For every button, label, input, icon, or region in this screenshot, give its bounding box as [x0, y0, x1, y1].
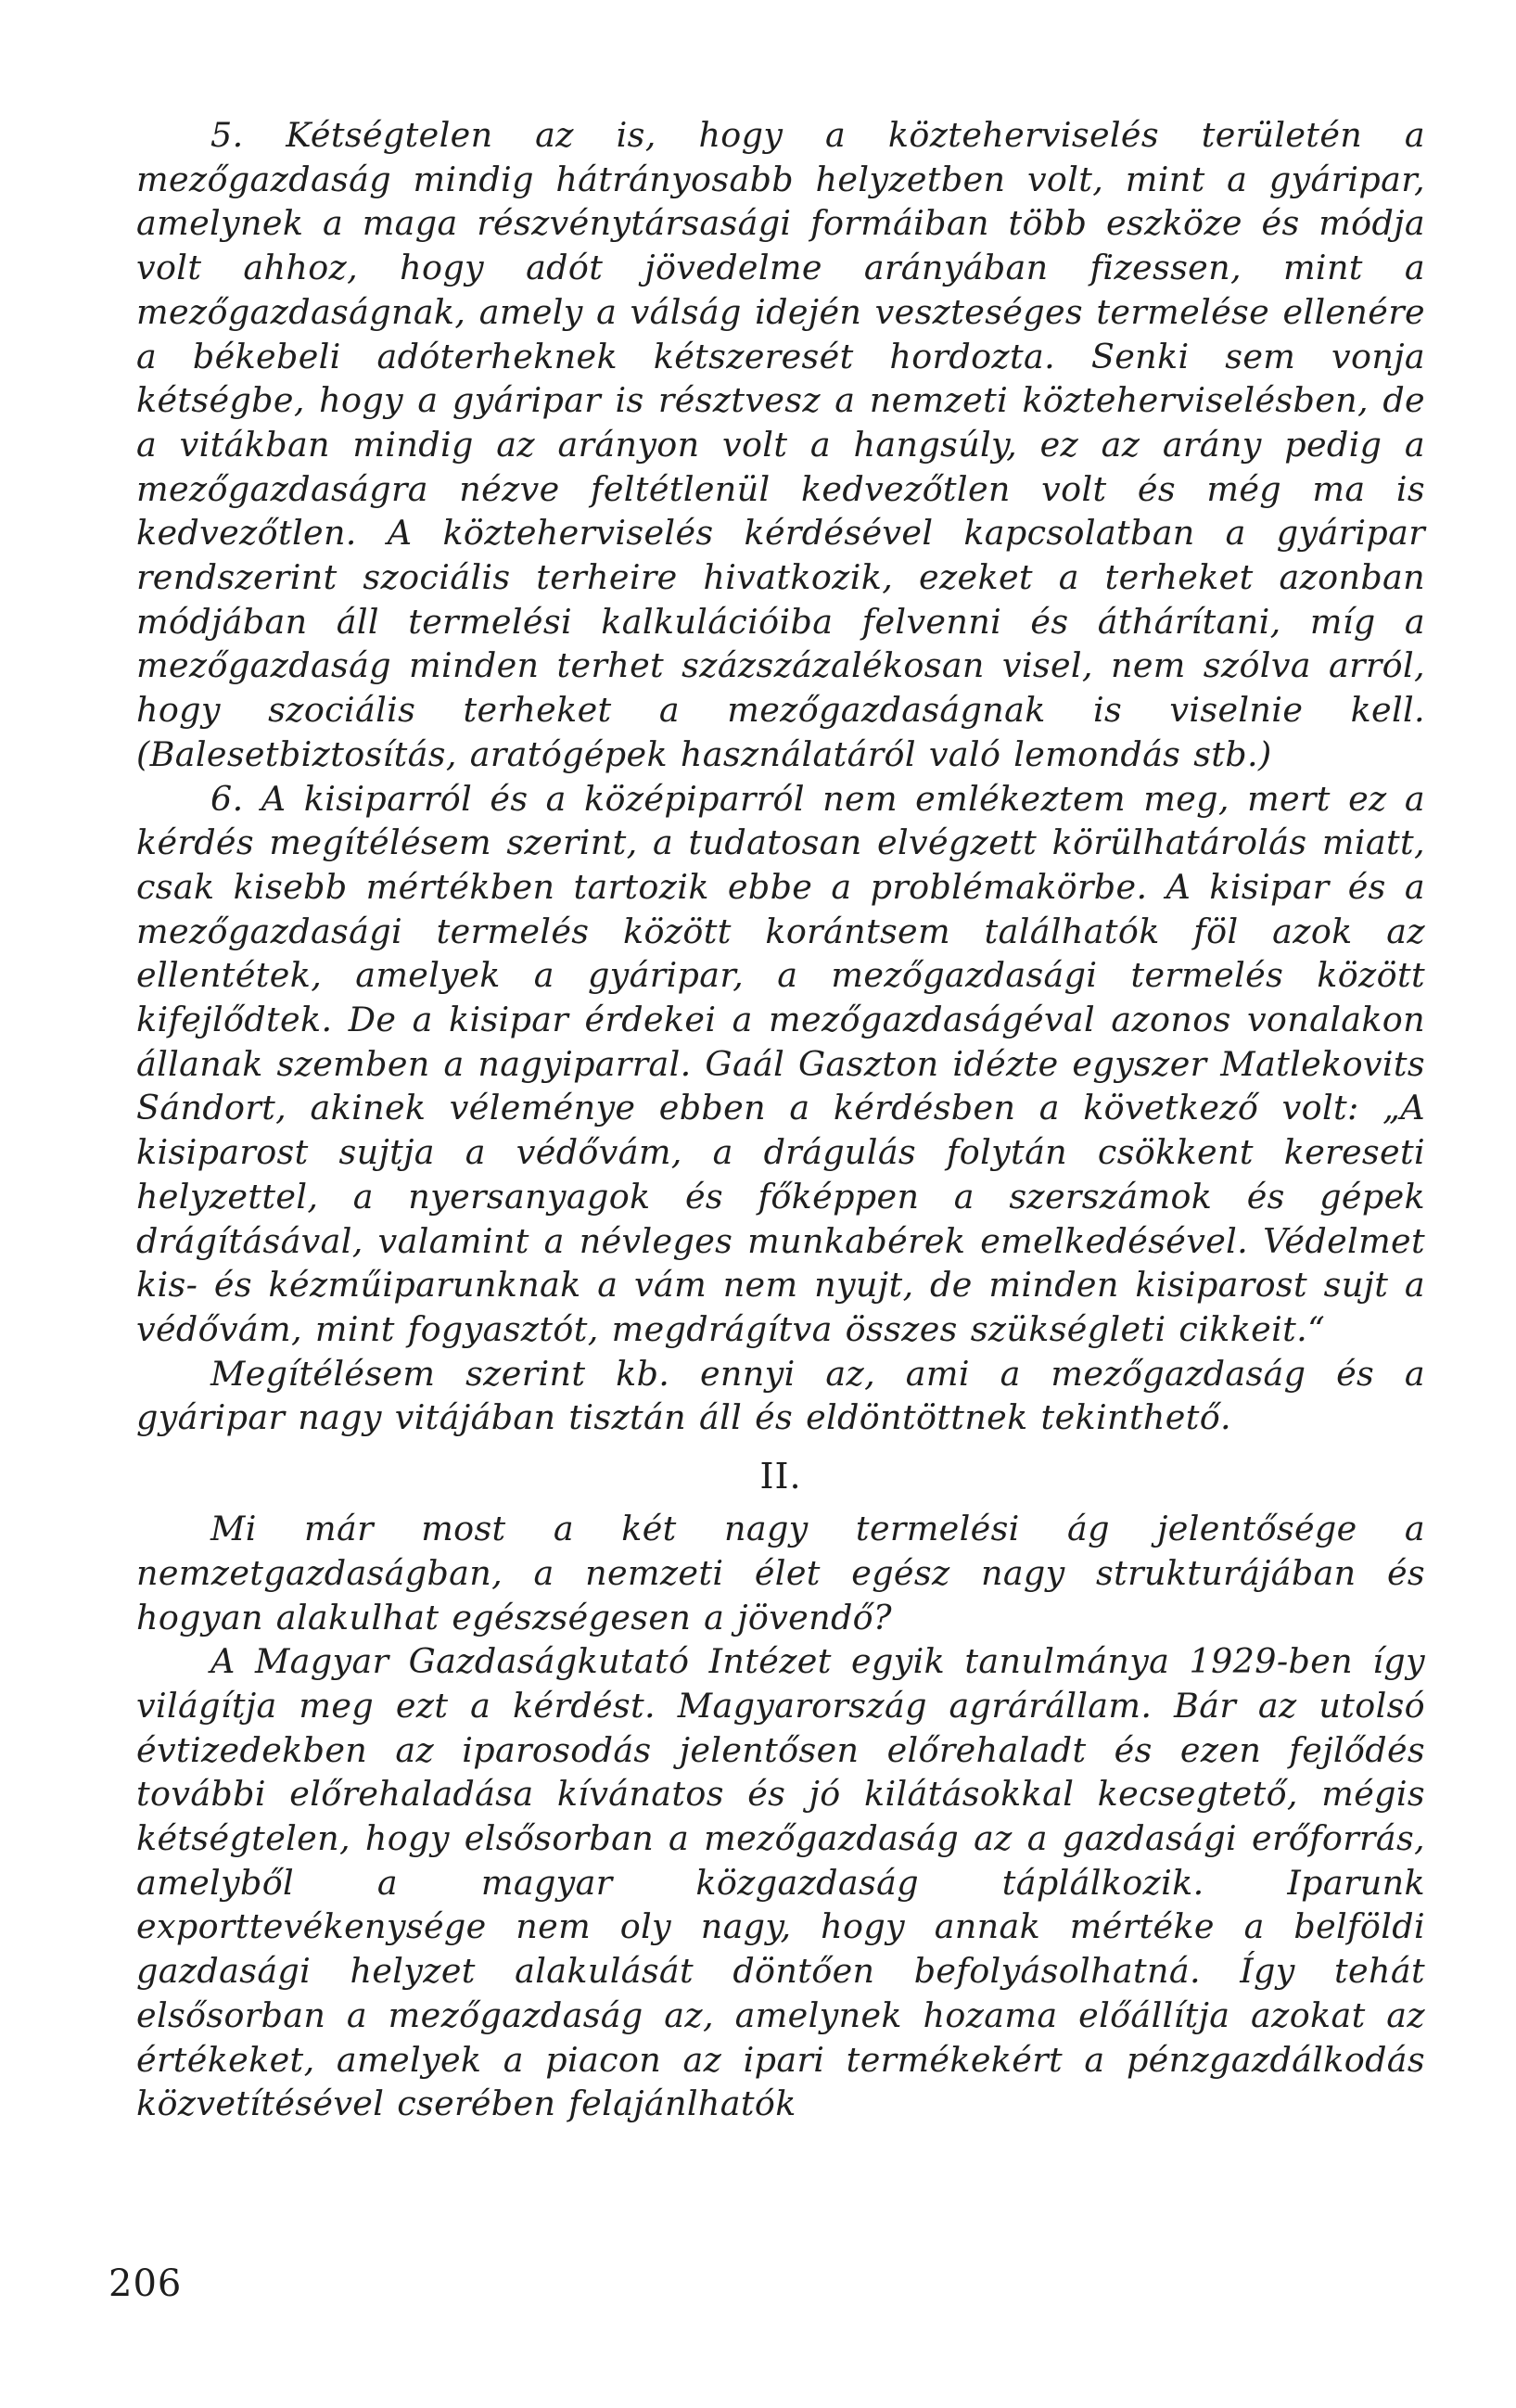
paragraph-conclusion: Megítélésem szerint kb. ennyi az, ami a mezőgazdaság és a gyáripar nagy vitájában tisztán áll és eldöntöttnek tekinthető.	[136, 1353, 1425, 1438]
page-text-block	[136, 113, 1425, 2126]
paragraph-5-tax-burden: 5. Kétségtelen az is, hogy a közteherviselés területén a mezőgazdaság mindig hátrányosabb helyzetben volt, mint a gyáripar, amelynek a maga részvénytársasági formáiban több eszköze és módja volt ahhoz, hogy adót jövedelme arányában fizessen, mint a mezőgazdaságnak, amely a válság idején veszteséges termelése ellenére a békebeli adóterheknek kétszeresét hordozta. Senki sem vonja kétségbe, hogy a gyáripar is résztvesz a nemzeti közteherviselésben, de a vitákban mindig az arányon volt a hangsúly, ez az arány pedig a mezőgazdaságra nézve feltétlenül kedvezőtlen volt és még ma is kedvezőtlen. A közteherviselés kérdésével kapcsolatban a gyáripar rendszerint szociális terheire hivatkozik, ezeket a terheket azonban módjában áll termelési kalkulációiba felvenni és áthárítani, míg a mezőgazdaság minden terhet százszázalékosan visel, nem szólva arról, hogy szociális terheket a mezőgazdaságnak is viselnie kell. (Balesetbiztosítás, aratógépek használatáról való lemondás stb.)	[136, 115, 1425, 774]
section-heading: II.	[759, 1456, 802, 1497]
page-number: 206	[108, 2262, 183, 2305]
paragraph-6-small-industry: 6. A kisiparról és a középiparról nem emlékeztem meg, mert ez a kérdés megítélésem szerint, a tudatosan elvégzett körülhatárolás miatt, csak kisebb mértékben tartozik ebbe a problémakörbe. A kisipar és a mezőgazdasági termelés között korántsem találhatók föl azok az ellentétek, amelyek a gyáripar, a mezőgazdasági termelés között kifejlődtek. De a kisipar érdekei a mezőgazdaságéval azonos vonalakon állanak szemben a nagyiparral. Gaál Gaszton idézte egyszer Matlekovits Sándort, akinek véleménye ebben a kérdésben a következő volt: „A kisiparost sujtja a védővám, a drágulás folytán csökkent kereseti helyzettel, a nyersanyagok és főképpen a szerszámok és gépek drágításával, valamint a névleges munkabérek emelkedésével. Védelmet kis- és kézműiparunknak a vám nem nyujt, de minden kisiparost sujt a védővám, mint fogyasztót, megdrágítva összes szükségleti cikkeit.“	[136, 778, 1425, 1349]
paragraph-question: Mi már most a két nagy termelési ág jelentősége a nemzetgazdaságban, a nemzeti élet egész nagy strukturájában és hogyan alakulhat egészségesen a jövendő?	[136, 1509, 1425, 1637]
paragraph-research-institute: A Magyar Gazdaságkutató Intézet egyik tanulmánya 1929-ben így világítja meg ezt a kérdést. Magyarország agrárállam. Bár az utolsó évtizedekben az iparosodás jelentősen előrehaladt és ezen fejlődés további előrehaladása kívánatos és jó kilátásokkal kecsegtető, mégis kétségtelen, hogy elsősorban a mezőgazdaság az a gazdasági erőforrás, amelyből a magyar közgazdaság táplálkozik. Iparunk exporttevékenysége nem oly nagy, hogy annak mértéke a belföldi gazdasági helyzet alakulását döntően befolyásolhatná. Így tehát elsősorban a mezőgazdaság az, amelynek hozama előállítja azokat az értékeket, amelyek a piacon az ipari termékekért a pénzgazdálkodás közvetítésével cserében felajánlhatók	[136, 1641, 1425, 2124]
